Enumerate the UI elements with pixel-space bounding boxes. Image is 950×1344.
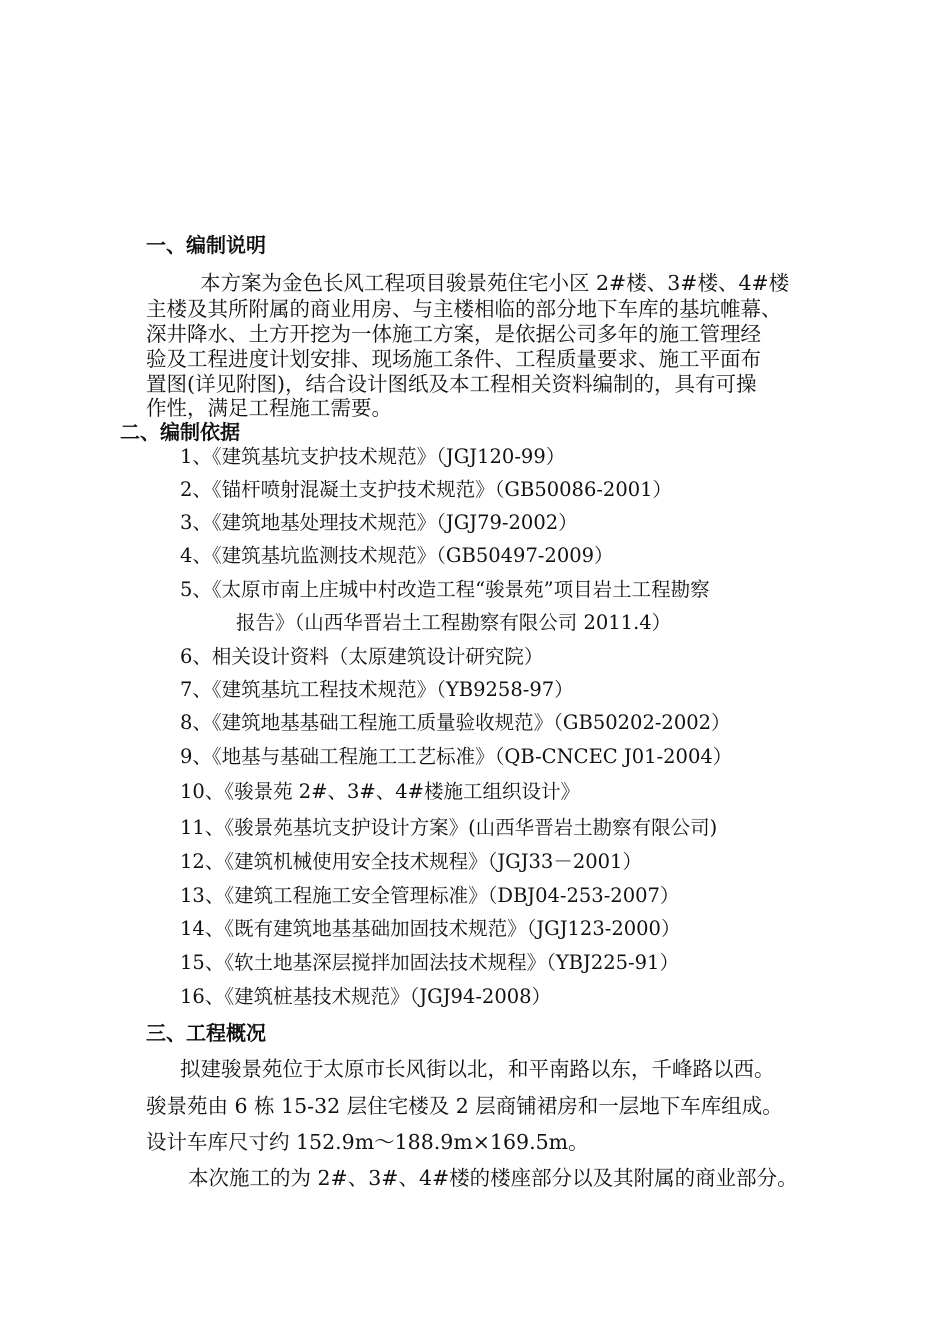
reference-item: 1、《建筑基坑支护技术规范》（JGJ120-99） xyxy=(180,445,566,468)
reference-item: 15、《软土地基深层搅拌加固法技术规程》（YBJ225-91） xyxy=(180,951,679,974)
paragraph-line: 主楼及其所附属的商业用房、与主楼相临的部分地下车库的基坑帷幕、 xyxy=(146,297,782,321)
section-heading-2: 二、编制依据 xyxy=(120,420,240,444)
reference-item: 8、《建筑地基基础工程施工质量验收规范》（GB50202-2002） xyxy=(180,711,731,734)
paragraph-line: 拟建骏景苑位于太原市长风街以北，和平南路以东，千峰路以西。 xyxy=(180,1057,775,1081)
reference-item: 13、《建筑工程施工安全管理标准》（DBJ04-253-2007） xyxy=(180,884,680,907)
paragraph-line: 作性，满足工程施工需要。 xyxy=(146,396,392,420)
reference-item: 10、《骏景苑 2#、3#、4#楼施工组织设计》 xyxy=(180,780,580,803)
reference-item: 11、《骏景苑基坑支护设计方案》(山西华晋岩土勘察有限公司) xyxy=(180,816,718,839)
paragraph-line: 骏景苑由 6 栋 15-32 层住宅楼及 2 层商铺裙房和一层地下车库组成。 xyxy=(146,1094,783,1118)
reference-item: 14、《既有建筑地基基础加固技术规范》（JGJ123-2000） xyxy=(180,917,681,940)
reference-item: 12、《建筑机械使用安全技术规程》（JGJ33－2001） xyxy=(180,850,642,873)
reference-item: 5、《太原市南上庄城中村改造工程“骏景苑”项目岩土工程勘察 xyxy=(180,578,710,601)
paragraph-line: 设计车库尺寸约 152.9m～188.9m×169.5m。 xyxy=(146,1130,589,1154)
paragraph-line: 验及工程进度计划安排、现场施工条件、工程质量要求、施工平面布 xyxy=(146,347,761,371)
section-heading-1: 一、编制说明 xyxy=(146,233,266,257)
reference-item: 7、《建筑基坑工程技术规范》（YB9258-97） xyxy=(180,678,574,701)
reference-item: 9、《地基与基础工程施工工艺标准》（QB-CNCEC J01-2004） xyxy=(180,745,733,768)
reference-item: 4、《建筑基坑监测技术规范》（GB50497-2009） xyxy=(180,544,614,567)
reference-item: 16、《建筑桩基技术规范》（JGJ94-2008） xyxy=(180,985,552,1008)
paragraph-line: 本方案为金色长风工程项目骏景苑住宅小区 2#楼、3#楼、4#楼 xyxy=(200,271,790,295)
reference-item: 3、《建筑地基处理技术规范》（JGJ79-2002） xyxy=(180,511,578,534)
paragraph-line: 置图(详见附图)，结合设计图纸及本工程相关资料编制的，具有可操 xyxy=(146,372,757,396)
reference-item-continued: 报告》（山西华晋岩土工程勘察有限公司 2011.4） xyxy=(236,611,672,634)
reference-item: 6、相关设计资料（太原建筑设计研究院） xyxy=(180,645,544,668)
section-heading-3: 三、工程概况 xyxy=(146,1021,266,1045)
reference-item: 2、《锚杆喷射混凝土支护技术规范》（GB50086-2001） xyxy=(180,478,673,501)
paragraph-line: 深井降水、土方开挖为一体施工方案，是依据公司多年的施工管理经 xyxy=(146,322,761,346)
paragraph-line: 本次施工的为 2#、3#、4#楼的楼座部分以及其附属的商业部分。 xyxy=(188,1166,798,1190)
